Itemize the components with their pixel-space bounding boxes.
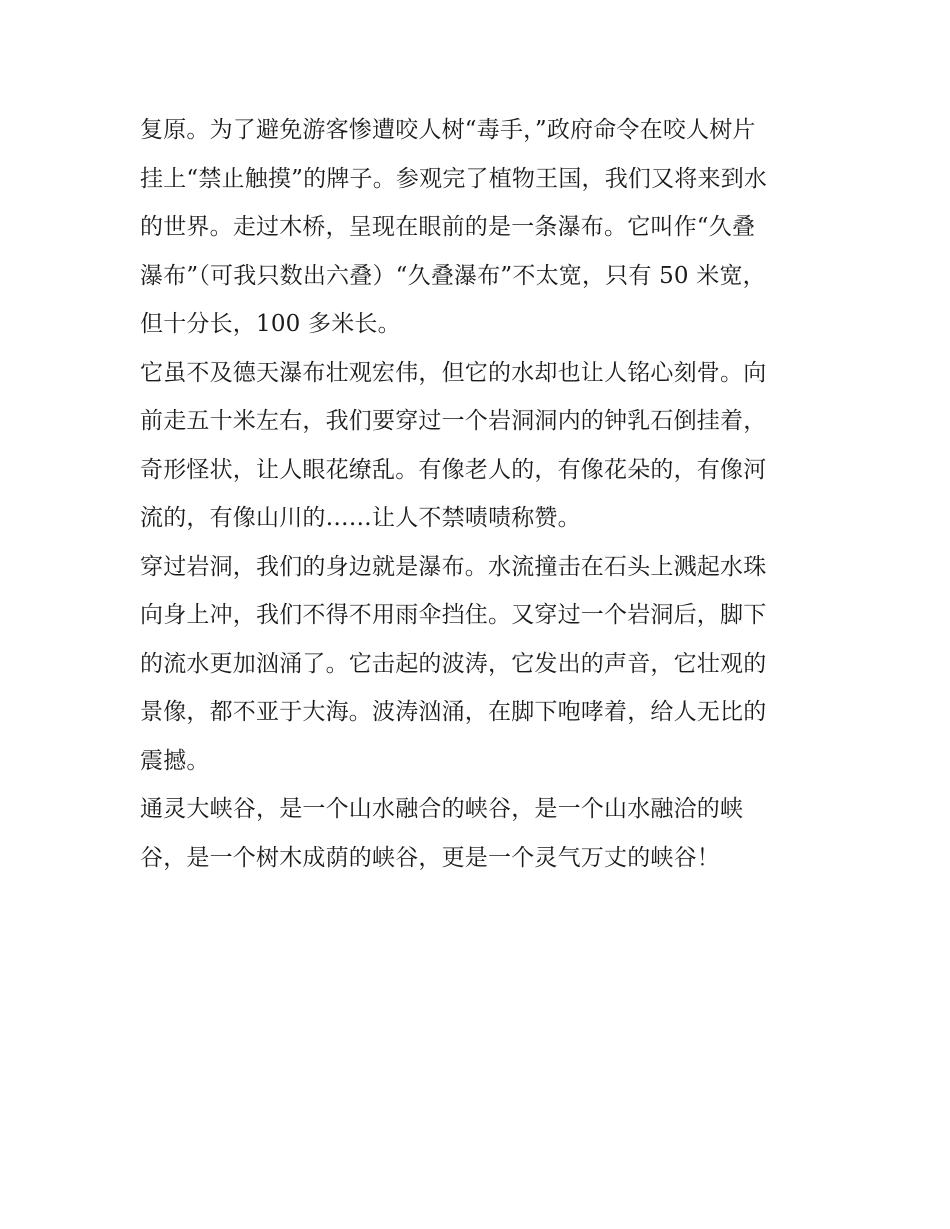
text-line: 震撼。 [140, 747, 210, 774]
text-line: 前走五十米左右，我们要穿过一个岩洞洞内的钟乳石倒挂着， [140, 408, 767, 434]
text-line: 通灵大峡谷，是一个山水融合的峡谷，是一个山水融洽的峡 [140, 796, 744, 822]
text-line: 但十分长，100 多米长。 [140, 311, 401, 337]
text-line: 奇形怪状，让人眼花缭乱。有像老人的，有像花朵的，有像河 [140, 456, 767, 483]
text-line: 的流水更加汹涌了。它击起的波涛，它发出的声音，它壮观的 [140, 650, 767, 677]
text-line: 复原。为了避免游客惨遭咬人树“毒手，”政府命令在咬人树片 [140, 117, 756, 143]
text-line: 挂上“禁止触摸”的牌子。参观完了植物王国，我们又将来到水 [140, 165, 768, 192]
paragraph-3 [140, 543, 820, 786]
text-line: 流的，有像山川的……让人不禁啧啧称赞。 [140, 505, 581, 531]
paragraph-2 [140, 349, 820, 543]
paragraph-1 [140, 106, 820, 349]
text-line: 谷，是一个树木成荫的峡谷，更是一个灵气万丈的峡谷！ [140, 844, 720, 871]
text-line: 向身上冲，我们不得不用雨伞挡住。又穿过一个岩洞后，脚下 [140, 602, 767, 628]
document-body [140, 106, 820, 882]
text-line: 的世界。走过木桥，呈现在眼前的是一条瀑布。它叫作“久叠 [140, 214, 756, 240]
text-line: 穿过岩洞，我们的身边就是瀑布。水流撞击在石头上溅起水珠 [140, 553, 767, 580]
paragraph-4 [140, 785, 820, 882]
text-line: 瀑布”（可我只数出六叠）“久叠瀑布”不太宽，只有 50 米宽， [140, 262, 766, 289]
text-line: 它虽不及德天瀑布壮观宏伟，但它的水却也让人铭心刻骨。向 [140, 359, 767, 386]
text-line: 景像，都不亚于大海。波涛汹涌，在脚下咆哮着，给人无比的 [140, 699, 767, 725]
